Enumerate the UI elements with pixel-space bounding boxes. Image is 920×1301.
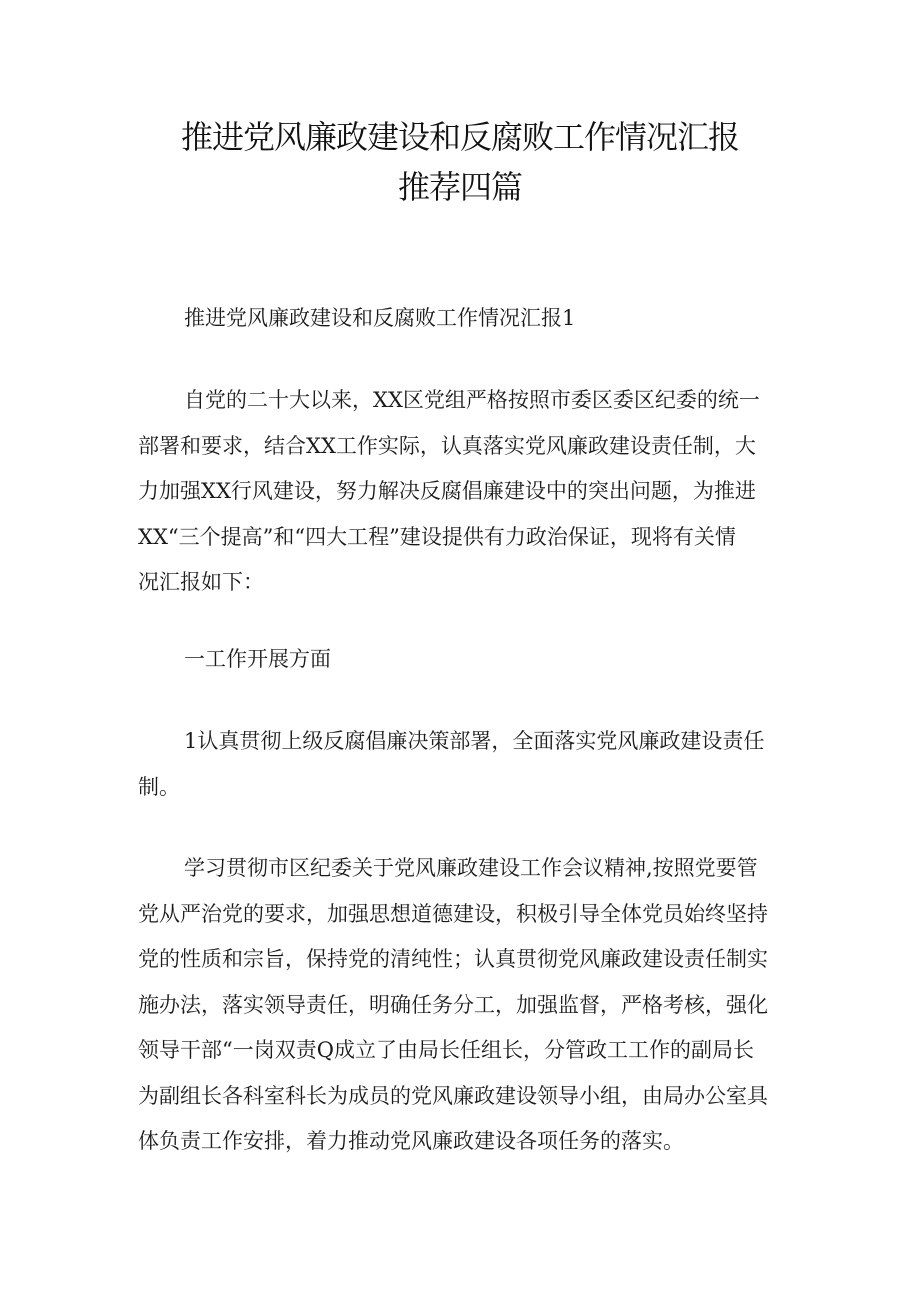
paragraph-line: 施办法，落实领导责任，明确任务分工，加强监督，严格考核，强化	[138, 992, 768, 1017]
paragraph-line: 体负责工作安排，着力推动党风廉政建设各项任务的落实。	[138, 1129, 684, 1153]
paragraph-line: 学习贯彻市区纪委关于党风廉政建设工作会议精神,按照党要管	[184, 856, 758, 880]
paragraph-line: 力加强XX行风建设，努力解决反腐倡廉建设中的突出问题，为推进	[138, 479, 756, 503]
intro-paragraph	[138, 378, 786, 606]
body-paragraph	[138, 846, 786, 1165]
paragraph-line: 部署和要求，结合XX工作实际，认真落实党风廉政建设责任制，大	[138, 433, 756, 458]
section-heading	[138, 637, 786, 683]
paragraph-line: 1认真贯彻上级反腐倡廉决策部署，全面落实党风廉政建设责任	[184, 729, 765, 753]
paragraph-line: 自党的二十大以来，XX区党组严格按照市委区委区纪委的统一	[184, 388, 760, 412]
subtitle-text: 推进党风廉政建设和反腐败工作情况汇报1	[184, 306, 576, 330]
paragraph-line: 党从严治党的要求，加强思想道德建设，积极引导全体党员始终坚持	[138, 901, 768, 926]
document-title-line-1: 推进党风廉政建设和反腐败工作情况汇报	[180, 118, 739, 156]
section-subtitle	[138, 296, 786, 342]
item-1-paragraph	[138, 719, 786, 810]
paragraph-line: 制。	[138, 774, 180, 799]
paragraph-line: XX“三个提高”和“四大工程”建设提供有力政治保证，现将有关情	[138, 524, 736, 549]
section-heading-text: 一工作开展方面	[184, 647, 331, 671]
paragraph-line: 为副组长各科室科长为成员的党风廉政建设领导小组，由局办公室具	[138, 1083, 768, 1108]
paragraph-line: 领导干部“一岗双责Q成立了由局长任组长，分管政工工作的副局长	[138, 1038, 754, 1062]
paragraph-line: 党的性质和宗旨，保持党的清纯性；认真贯彻党风廉政建设责任制实	[138, 947, 768, 971]
document-title-line-2: 推荐四篇	[397, 168, 522, 206]
paragraph-line: 况汇报如下：	[138, 570, 264, 594]
